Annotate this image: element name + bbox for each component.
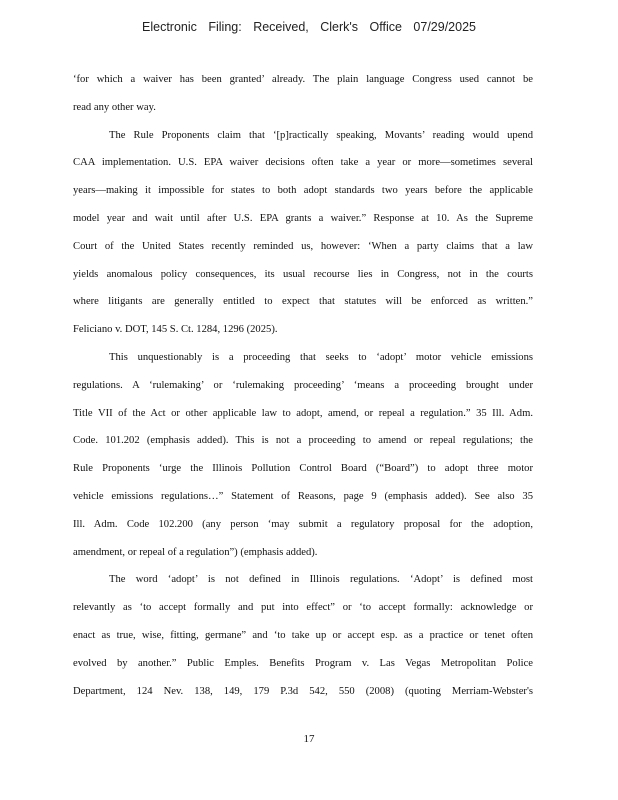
- filing-header: Electronic Filing: Received, Clerk's Office 07/29/2025: [142, 20, 476, 34]
- text-line: The word ‘adopt’ is not defined in Illinois regulations. ‘Adopt’ is defined most: [109, 574, 533, 586]
- text-line: years—making it impossible for states to both adopt standards two years before the applicable: [73, 185, 533, 197]
- text-line: Rule Proponents ‘urge the Illinois Pollution Control Board (“Board”) to adopt three motor: [73, 463, 533, 475]
- text-line: regulations. A ‘rulemaking’ or ‘rulemaking proceeding’ ‘means a proceeding brought under: [73, 379, 533, 391]
- text-line: Feliciano v. DOT, 145 S. Ct. 1284, 1296 (2025).: [73, 324, 278, 336]
- text-line: yields anomalous policy consequences, its usual recourse lies in Congress, not in the courts: [73, 268, 533, 280]
- text-line: enact as true, wise, fitting, germane” and ‘to take up or accept esp. as a practice or tenet often: [73, 629, 533, 641]
- text-line: where litigants are generally entitled to expect that statutes will be enforced as written.”: [73, 296, 533, 308]
- text-line: This unquestionably is a proceeding that seeks to ‘adopt’ motor vehicle emissions: [109, 351, 533, 363]
- text-line: evolved by another.” Public Emples. Benefits Program v. Las Vegas Metropolitan Police: [73, 657, 533, 669]
- text-line: amendment, or repeal of a regulation”) (emphasis added).: [73, 546, 318, 558]
- text-line: model year and wait until after U.S. EPA grants a waiver.” Response at 10. As the Supreme: [73, 212, 533, 224]
- text-line: CAA implementation. U.S. EPA waiver decisions often take a year or more—sometimes several: [73, 157, 533, 169]
- page-number: 17: [303, 733, 315, 745]
- text-line: Department, 124 Nev. 138, 149, 179 P.3d 542, 550 (2008) (quoting Merriam-Webster's: [73, 685, 533, 697]
- text-line: Title VII of the Act or other applicable law to adopt, amend, or repeal a regulation.” 35 Ill. Adm.: [73, 407, 533, 419]
- text-line: ‘for which a waiver has been granted’ already. The plain language Congress used cannot be: [73, 74, 533, 85]
- text-line: The Rule Proponents claim that ‘[p]ractically speaking, Movants’ reading would upend: [109, 129, 533, 141]
- text-line: Ill. Adm. Code 102.200 (any person ‘may submit a regulatory proposal for the adoption,: [73, 518, 533, 530]
- text-line: Code. 101.202 (emphasis added). This is not a proceeding to amend or repeal regulations; the: [73, 435, 533, 447]
- text-line: read any other way.: [73, 101, 156, 113]
- text-line: Court of the United States recently reminded us, however: ‘When a party claims that a law: [73, 240, 533, 252]
- document-body: [73, 70, 533, 709]
- text-line: relevantly as ‘to accept formally and put into effect” or ‘to accept formally: acknowledge or: [73, 602, 533, 614]
- text-line: vehicle emissions regulations…” Statement of Reasons, page 9 (emphasis added). See also 35: [73, 490, 533, 502]
